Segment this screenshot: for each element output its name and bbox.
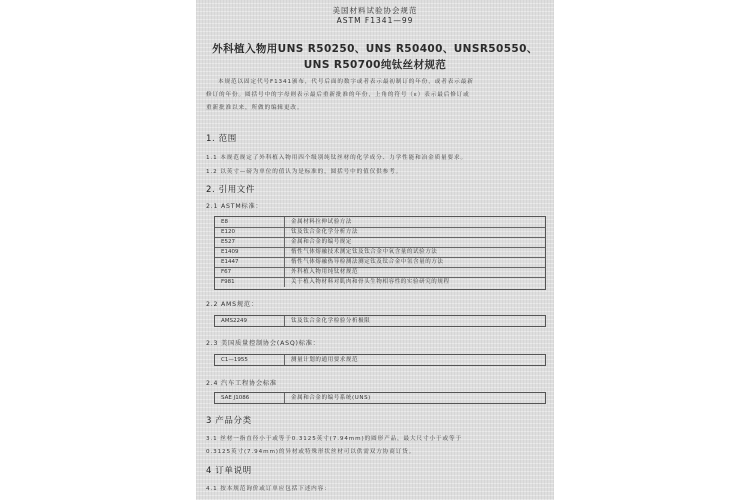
standard-description: 金属和合金的编号系统(UNS) [291, 395, 371, 401]
section-3-1-text-line-1: 3.1 丝材一指直径小于或等于0.3125英寸(7.94mm)的圆形产品，最大尺寸小于或等于 [206, 436, 462, 442]
document-title-line-1: 外科植入物用UNS R50250、UNS R50400、UNSR50550、 [212, 43, 538, 55]
standard-description: 金属和合金的编号规定 [291, 239, 353, 245]
intro-line-1: 本规范以固定代号F1341颁布，代号后面的数字或者表示最初制订的年份，或者表示最新 [218, 79, 474, 85]
asq-standards-table [214, 354, 546, 366]
standard-description: 钛及钛合金化学检验分析极限 [291, 318, 371, 324]
section-4-heading: 4 订单说明 [206, 466, 252, 476]
standard-code: F67 [215, 267, 285, 277]
table-row [215, 316, 545, 326]
standard-description: 金属材料拉伸试验方法 [291, 219, 353, 225]
intro-line-3: 重新批准以来，所做的编辑更改。 [206, 105, 304, 111]
standard-code: SAE J1086 [215, 393, 285, 403]
section-2-3-heading: 2.3 美国质量控制协会(ASQ)标准： [206, 340, 320, 347]
header-standard-code: ASTM F1341—99 [336, 16, 414, 25]
astm-standards-table [214, 216, 546, 290]
standard-description: 外科植入物用纯钛材规范 [291, 269, 359, 275]
standard-code: E120 [215, 227, 285, 237]
standard-description: 惰性气体熔融热导检测法测定钛及钛合金中氢含量的方法 [291, 259, 444, 265]
scanned-document-page [196, 0, 554, 500]
standard-description: 测量计划的通用要求规范 [291, 357, 359, 363]
table-row [215, 277, 545, 287]
section-2-heading: 2. 引用文件 [206, 185, 256, 195]
intro-line-2: 修订的年份。圆括号中的字母则表示最后重新批准的年份，上角的符号（ε）表示最后修订或 [206, 92, 470, 98]
standard-code: C1—1955 [215, 355, 285, 365]
ams-standards-table [214, 315, 546, 327]
section-2-1-heading: 2.1 ASTM标准： [206, 203, 263, 210]
section-1-1-text: 1.1 本规范规定了外科植入物用四个级别纯钛丝材的化学成分、力学性能和冶金质量要求。 [206, 155, 468, 161]
section-3-heading: 3 产品分类 [206, 416, 252, 426]
document-title-line-2: UNS R50700纯钛丝材规范 [303, 59, 447, 71]
standard-code: E8 [215, 217, 285, 227]
standard-code: F981 [215, 277, 285, 287]
section-2-2-heading: 2.2 AMS规范： [206, 301, 258, 308]
section-3-1-text-line-2: 0.3125英寸(7.94mm)的异材或特殊形状丝材可以供需双方协商订货。 [206, 449, 416, 455]
standard-code: E527 [215, 237, 285, 247]
table-row [215, 393, 545, 403]
section-4-1-text: 4.1 按本规范询价或订单应包括下述内容： [206, 486, 331, 492]
section-1-heading: 1. 范围 [206, 134, 237, 144]
standard-code: E1409 [215, 247, 285, 257]
sae-standards-table [214, 392, 546, 404]
standard-description: 惰性气体熔融技术测定钛及钛合金中氧含量的试验方法 [291, 249, 438, 255]
table-row [215, 355, 545, 365]
section-2-4-heading: 2.4 汽车工程协会标准 [206, 380, 277, 387]
standard-code: AMS2249 [215, 316, 285, 326]
standard-description: 关于植入物材料对肌肉和骨头生物相容性的实验研究的规程 [291, 279, 450, 285]
section-1-2-text: 1.2 以英寸—磅为单位的值认为是标准的，圆括号中的值仅供参考。 [206, 169, 403, 175]
standard-description: 钛及钛合金化学分析方法 [291, 229, 359, 235]
standard-code: E1447 [215, 257, 285, 267]
header-organization: 美国材料试验协会规范 [332, 6, 418, 15]
